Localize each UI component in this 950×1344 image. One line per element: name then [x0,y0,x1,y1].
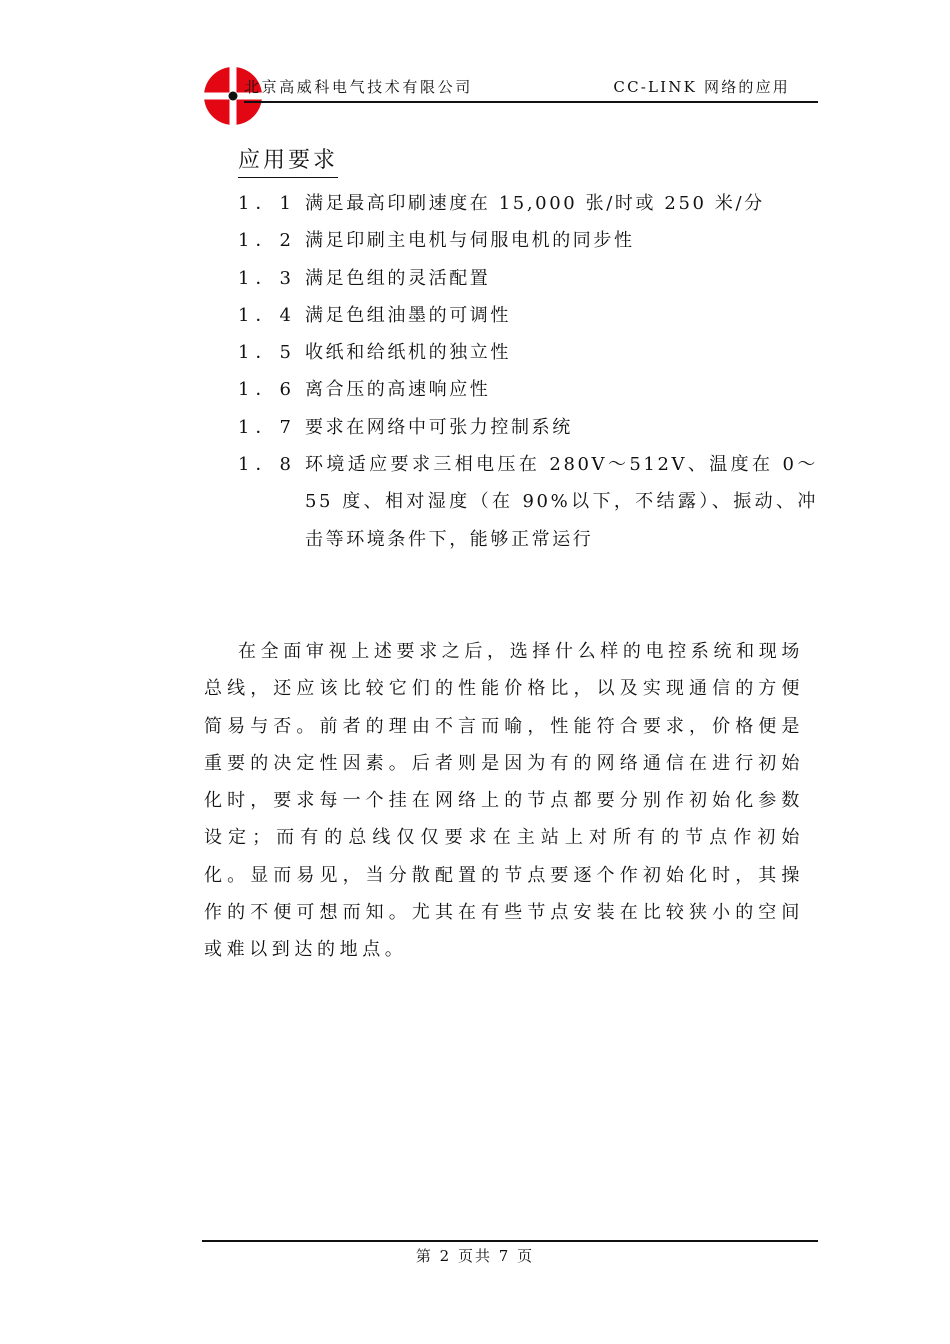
list-item [238,185,818,222]
list-item-text: 满足色组油墨的可调性 [305,304,511,326]
requirements-list [238,185,818,558]
list-item-text: 满足色组的灵活配置 [305,267,491,289]
header-divider [244,101,818,103]
list-item-text: 满足印刷主电机与伺服电机的同步性 [305,230,635,252]
list-item-number: 1．8 [238,454,297,476]
footer-divider [202,1240,818,1242]
list-item-text: 要求在网络中可张力控制系统 [305,416,573,438]
list-item [238,334,818,371]
section-title: 应用要求 [238,143,338,178]
list-item-number: 1．4 [238,304,297,326]
list-item-text: 环境适应要求三相电压在 280V～512V、温度在 0～55 度、相对湿度（在 90%以下，不结露）、振动、冲击等环境条件下，能够正常运行 [305,454,818,550]
page-number: 第 2 页共 7 页 [415,1247,535,1265]
list-item-text: 收纸和给纸机的独立性 [305,342,511,364]
list-item [238,260,818,297]
list-item [238,297,818,334]
list-item [238,371,818,408]
list-item-number: 1．2 [238,230,297,252]
list-item-text: 满足最高印刷速度在 15,000 张/时或 250 米/分 [305,193,765,214]
header-document-title: CC-LINK 网络的应用 [613,78,790,96]
list-item [238,409,818,446]
list-item-number: 1．6 [238,379,297,401]
list-item-number: 1．5 [238,342,297,364]
list-item-number: 1．3 [238,267,297,289]
list-item [238,446,818,558]
header-company-name: 北京高威科电气技术有限公司 [244,78,473,96]
list-item-number: 1．1 [238,193,297,214]
list-item [238,222,818,259]
body-paragraph: 在全面审视上述要求之后，选择什么样的电控系统和现场总线，还应该比较它们的性能价格比，以及实现通信的方便简易与否。前者的理由不言而喻，性能符合要求，价格便是重要的决定性因素。后者则是因为有的网络通信在进行初始化时，要求每一个挂在网络上的节点都要分别作初始化参数设定；而有的总线仅仅要求在主站上对所有的节点作初始化。显而易见，当分散配置的节点要逐个作初始化时，其操作的不便可想而知。尤其在有些节点安装在比较狭小的空间或难以到达的地点。 [204,641,804,961]
list-item-text: 离合压的高速响应性 [305,379,491,401]
list-item-number: 1．7 [238,416,297,438]
